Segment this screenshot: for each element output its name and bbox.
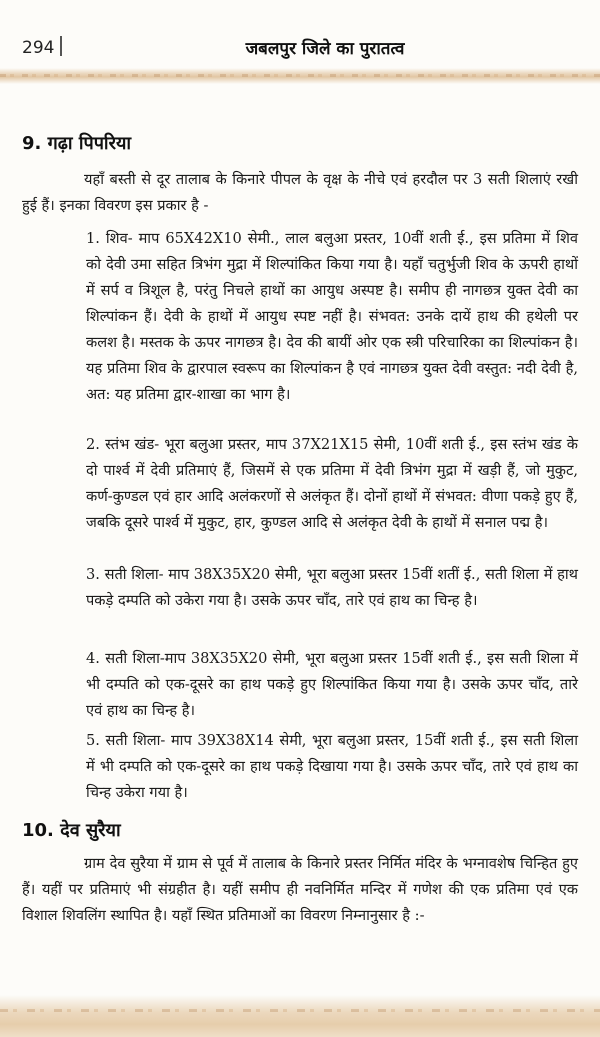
- header-decorative-band: [0, 68, 600, 84]
- section-intro-paragraph: यहाँ बस्ती से दूर तालाब के किनारे पीपल के वृक्ष के नीचे एवं हरदौल पर 3 सती शिलाएं रखी हुई हैं। इनका विवरण इस प्रकार है -: [22, 171, 578, 214]
- artifact-entry-3: 3. सती शिला- माप 38X35X20 सेमी, भूरा बलुआ प्रस्तर 15वीं शतीं ई., सती शिला में हाथ पकड़े दम्पति को उकेरा गया है। उसके ऊपर चाँद, तारे एवं हाथ का चिन्ह है।: [86, 566, 578, 609]
- section-heading-garha-pipariya: 9. गढ़ा पिपरिया: [22, 133, 132, 154]
- header-divider: [60, 36, 62, 56]
- artifact-entry-4: 4. सती शिला-माप 38X35X20 सेमी, भूरा बलुआ प्रस्तर 15वीं शती ई., इस सती शिला में भी दम्पति को एक-दूसरे का हाथ पकड़े हुए शिल्पांकित किया गया है। उसके ऊपर चाँद, तारे एवं हाथ का चिन्ह है।: [86, 650, 578, 719]
- artifact-entry-2: 2. स्तंभ खंड- भूरा बलुआ प्रस्तर, माप 37X21X15 सेमी, 10वीं शती ई., इस स्तंभ खंड के दो पार्श्व में देवी प्रतिमाएं हैं, जिसमें से एक प्रतिमा में देवी त्रिभंग मुद्रा में खड़ी हैं, जो मुकुट, कर्ण-कुण्डल एवं हार आदि अलंकरणों से अलंकृत हैं। दोनों हाथों में संभवत: वीणा पकड़े हुए हैं, जबकि दूसरे पार्श्व में मुकुट, हार, कुण्डल आदि से अलंकृत देवी के हाथों में सनाल पद्म है।: [86, 436, 578, 531]
- running-title: जबलपुर जिले का पुरातत्व: [245, 39, 405, 59]
- section-intro-paragraph: ग्राम देव सुरैया में ग्राम से पूर्व में तालाब के किनारे प्रस्तर निर्मित मंदिर के भग्नावशेष चिन्हित हुए हैं। यहीं पर प्रतिमाएं भी संग्रहीत है। यहीं समीप ही नवनिर्मित मन्दिर में गणेश की एक प्रतिमा एवं एक विशाल शिवलिंग स्थापित है। यहाँ स्थित प्रतिमाओं का विवरण निम्नानुसार है :-: [22, 855, 578, 924]
- section-heading-dev-suraiya: 10. देव सुरैया: [22, 820, 121, 841]
- page-header: [0, 0, 600, 86]
- footer-decorative-band: [0, 995, 600, 1037]
- artifact-entry-5: 5. सती शिला- माप 39X38X14 सेमी, भूरा बलुआ प्रस्तर, 15वीं शती ई., इस सती शिला में भी दम्पति को एक-दूसरे का हाथ पकड़े दिखाया गया है। उसके ऊपर चाँद, तारे एवं हाथ का चिन्ह उकेरा गया है।: [86, 732, 578, 801]
- page-number: 294: [22, 38, 55, 58]
- artifact-entry-1: 1. शिव- माप 65X42X10 सेमी., लाल बलुआ प्रस्तर, 10वीं शती ई., इस प्रतिमा में शिव को देवी उमा सहित त्रिभंग मुद्रा में शिल्पांकित किया गया है। यहाँ चतुर्भुजी शिव के ऊपरी हाथों में सर्प व त्रिशूल है, परंतु निचले हाथों का आयुध अस्पष्ट है। समीप ही नागछत्र युक्त देवी का शिल्पांकन हैं। देवी के हाथों में आयुध स्पष्ट नहीं है। संभवत: उनके दायें हाथ की हथेली पर कलश है। मस्तक के ऊपर नागछत्र है। देव की बायीं ओर एक स्त्री परिचारिका का शिल्पांकन है। यह प्रतिमा शिव के द्वारपाल स्वरूप का शिल्पांकन है एवं नागछत्र युक्त देवी वस्तुत: नदी देवी है, अत: यह प्रतिमा द्वार-शाखा का भाग है।: [86, 230, 578, 403]
